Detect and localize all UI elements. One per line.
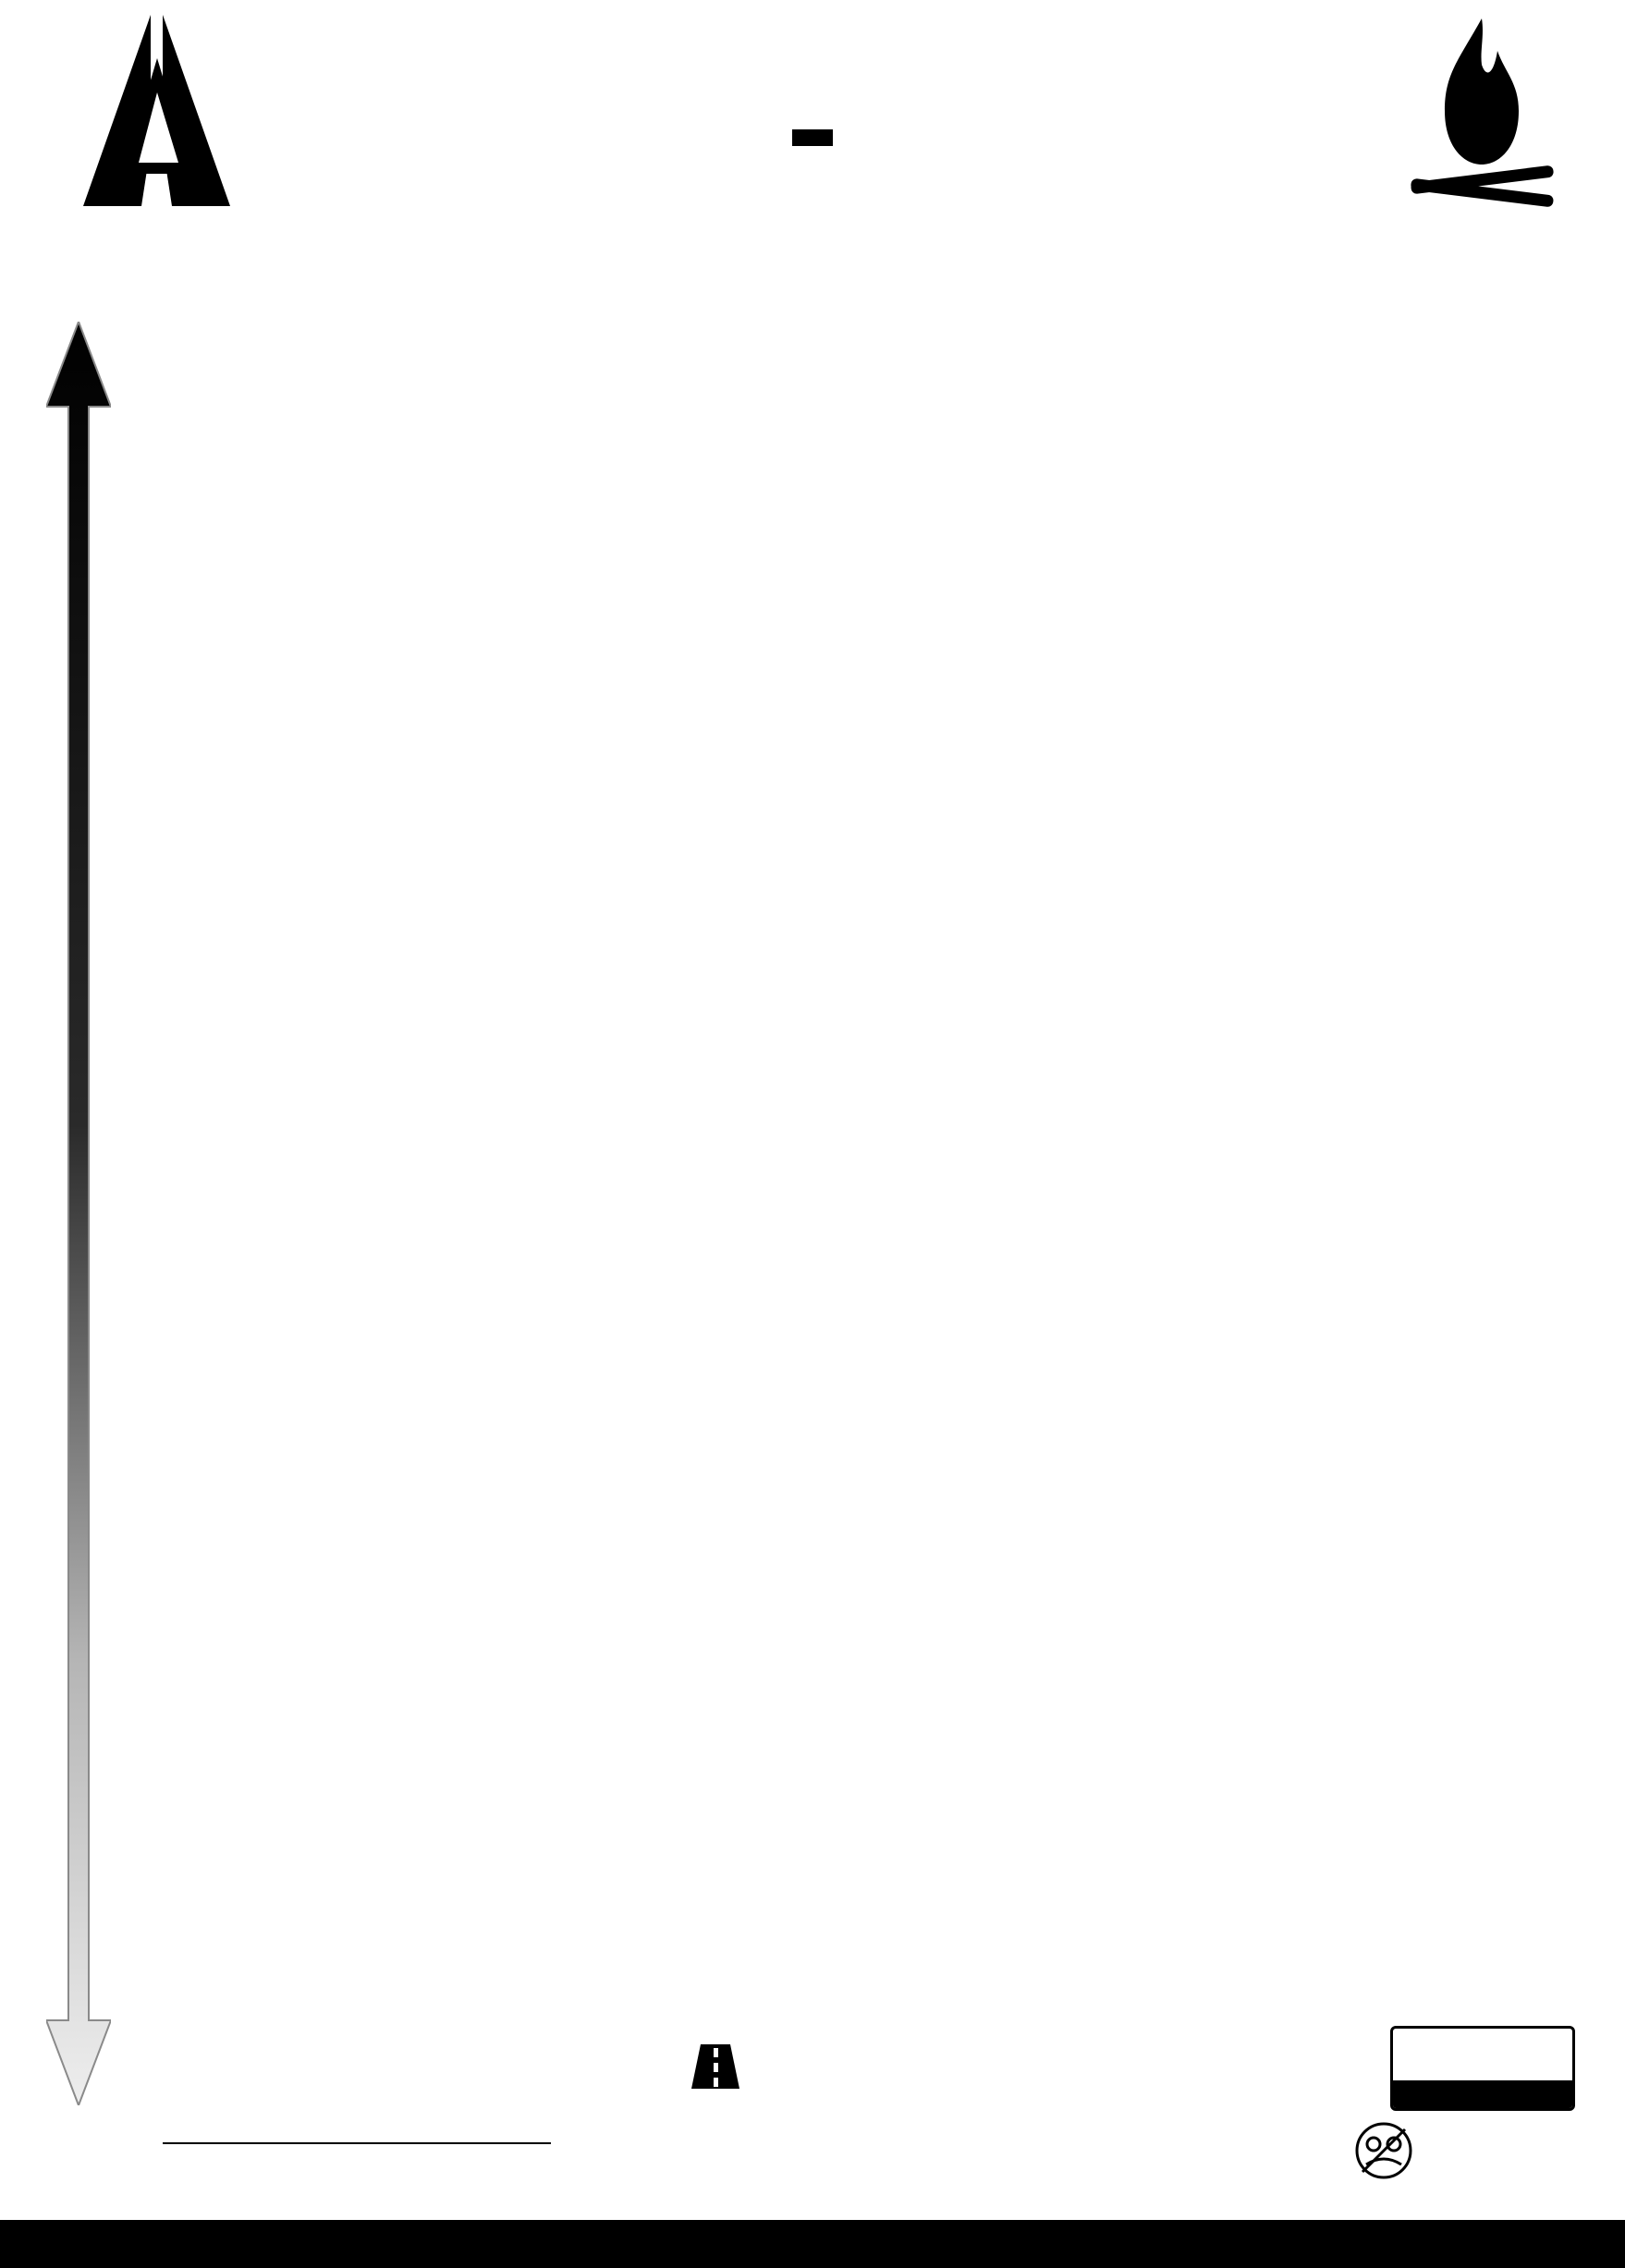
total-score-label <box>1393 2080 1572 2108</box>
start-here-marker <box>675 2042 756 2100</box>
progression-axis <box>46 322 111 2105</box>
total-score-box[interactable] <box>1390 2026 1575 2111</box>
page-subtitle <box>792 129 833 146</box>
skill-tree-grid <box>120 277 1562 2052</box>
page-header <box>0 0 1625 277</box>
name-input[interactable] <box>163 2126 551 2144</box>
campfire-logo-icon <box>1394 9 1570 222</box>
cc-by-nc-sa-icon <box>1355 2122 1412 2179</box>
page-footer <box>0 2220 1625 2268</box>
road-icon <box>688 2042 743 2100</box>
name-field[interactable] <box>155 2126 551 2144</box>
tent-logo-icon <box>54 7 252 220</box>
